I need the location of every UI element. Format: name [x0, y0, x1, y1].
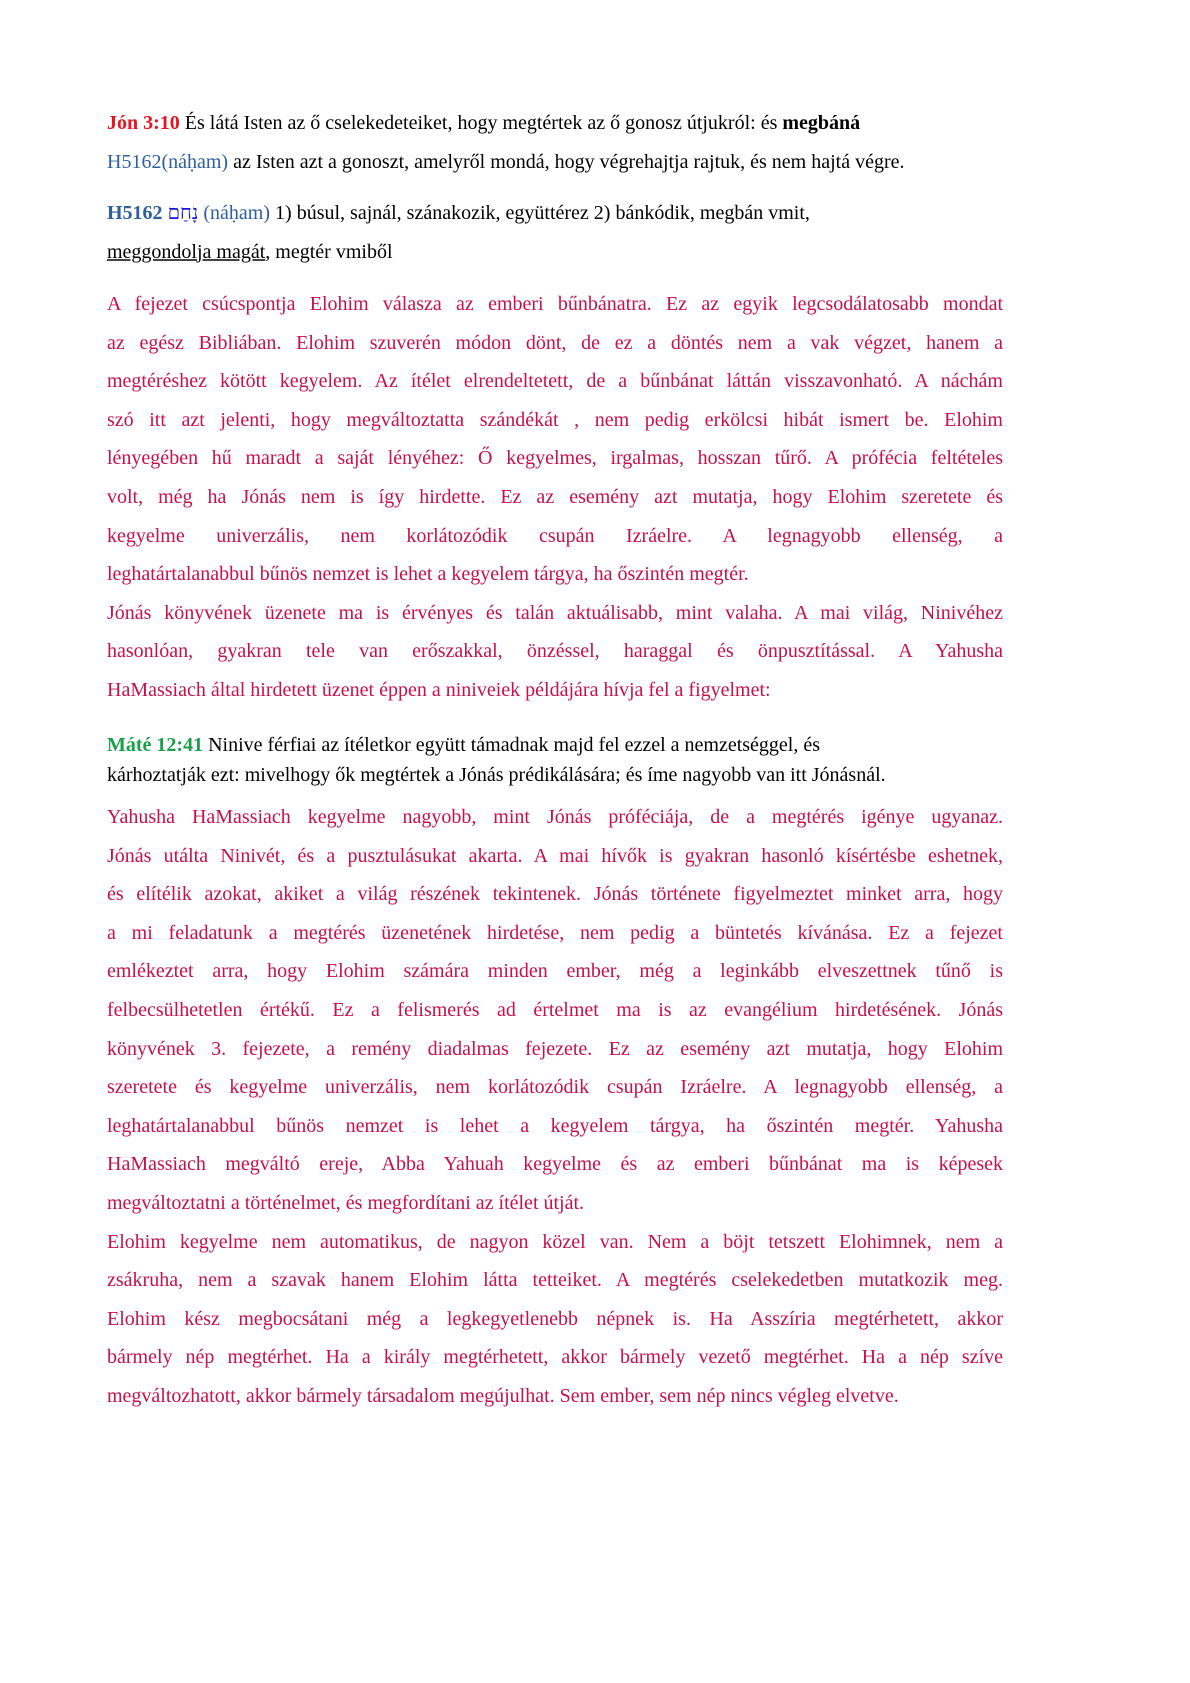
text-line: HaMassiach által hirdetett üzenet éppen a niniveiek példájára hívja fel a figyelmet:	[107, 678, 771, 701]
text-line: az egész Bibliában. Elohim szuverén módon dönt, de ez a döntés nem a vak végzet, hanem a	[107, 331, 1003, 354]
definition-text: , megtér vmiből	[265, 240, 393, 263]
transliteration: (náḥam)	[203, 202, 271, 224]
text-line: volt, még ha Jónás nem is így hirdette. Ez az esemény azt mutatja, hogy Elohim szeretete és	[107, 485, 1003, 508]
hebrew-word: נָחַם	[167, 202, 199, 224]
strong-definition	[107, 194, 1003, 271]
text-line: bármely nép megtérhet. Ha a király megtérhetett, akkor bármely vezető megtérhet. Ha a nép szíve	[107, 1346, 1003, 1369]
text-line: Elohim kész megbocsátani még a legkegyetlenebb népnek is. Ha Asszíria megtérhetett, akkor	[107, 1307, 1003, 1330]
text-line: Elohim kegyelme nem automatikus, de nagyon közel van. Nem a böjt tetszett Elohimnek, nem a	[107, 1230, 1003, 1253]
verse-reference: Jón 3:10	[107, 112, 180, 134]
verse-text: kárhoztatják ezt: mivelhogy ők megtértek a Jónás prédikálására; és íme nagyobb van itt Jónásnál.	[107, 764, 886, 786]
verse-matthew-12-41	[107, 730, 1003, 790]
commentary-paragraph-1	[107, 285, 1003, 710]
verse-text: az Isten azt a gonoszt, amelyről mondá, hogy végrehajtja rajtuk, és nem hajtá végre.	[228, 150, 905, 173]
text-line: lényegében hű maradt a saját lényéhez: Ő kegyelmes, irgalmas, hosszan tűrő. A prófécia feltételes	[107, 447, 1003, 470]
commentary-paragraph-3	[107, 798, 1003, 1416]
text-line: emlékeztet arra, hogy Elohim számára minden ember, még a leginkább elveszettnek tűnő is	[107, 960, 1003, 983]
text-line: kegyelme univerzális, nem korlátozódik csupán Izráelre. A legnagyobb ellenség, a	[107, 524, 1003, 547]
text-line: A fejezet csúcspontja Elohim válasza az emberi bűnbánatra. Ez az egyik legcsodálatosabb mondat	[107, 293, 1003, 315]
text-line: megváltozhatott, akkor bármely társadalom megújulhat. Sem ember, sem nép nincs végleg elvetve.	[107, 1384, 899, 1407]
text-line: szeretete és kegyelme univerzális, nem korlátozódik csupán Izráelre. A legnagyobb ellenség, a	[107, 1076, 1003, 1099]
verse-reference: Máté 12:41	[107, 734, 204, 756]
text-line: megváltoztatni a történelmet, és megfordítani az ítélet útját.	[107, 1191, 585, 1214]
verse-text: Ninive férfiai az ítéletkor együtt támadnak majd fel ezzel a nemzetséggel, és	[203, 734, 821, 756]
text-line: szó itt azt jelenti, hogy megváltoztatta szándékát , nem pedig erkölcsi hibát ismert be. Elohim	[107, 408, 1003, 431]
strong-number-link[interactable]: H5162	[107, 150, 162, 173]
text-line: HaMassiach megváltó ereje, Abba Yahuah kegyelme és az emberi bűnbánat ma is képesek	[107, 1153, 1003, 1176]
verse-bold-word: megbáná	[782, 112, 861, 134]
text-line: a mi feladatunk a megtérés üzenetének hirdetése, nem pedig a büntetés kívánása. Ez a fejezet	[107, 921, 1003, 944]
verse-text: És látá Isten az ő cselekedeteiket, hogy megtértek az ő gonosz útjukról: és	[179, 112, 783, 134]
definition-text: 1) búsul, sajnál, szánakozik, együttérez 2) bánkódik, megbán vmit,	[270, 202, 810, 224]
text-line: Jónás könyvének üzenete ma is érvényes és talán aktuálisabb, mint valaha. A mai világ, Ninivéhez	[107, 601, 1003, 624]
text-line: Yahusha HaMassiach kegyelme nagyobb, mint Jónás próféciája, de a megtérés igénye ugyanaz.	[107, 806, 1003, 828]
text-line: megtéréshez kötött kegyelem. Az ítélet elrendeltetett, de a bűnbánat láttán visszavonható. A náchám	[107, 370, 1003, 393]
text-line: zsákruha, nem a szavak hanem Elohim látta tetteiket. A megtérés cselekedetben mutatkozik meg.	[107, 1269, 1003, 1292]
text-line: felbecsülhetetlen értékű. Ez a felismerés ad értelmet ma is az evangélium hirdetésének. Jónás	[107, 998, 1003, 1021]
text-line: leghatártalanabbul bűnös nemzet is lehet a kegyelem tárgya, ha őszintén megtér. Yahusha	[107, 1114, 1003, 1137]
text-line: Jónás utálta Ninivét, és a pusztulásukat akarta. A mai hívők is gyakran hasonló kísértésbe eshetnek,	[107, 844, 1003, 867]
text-line: hasonlóan, gyakran tele van erőszakkal, önzéssel, haraggal és önpusztítással. A Yahusha	[107, 640, 1003, 663]
transliteration: (náḥam)	[161, 150, 229, 173]
strong-number: H5162	[107, 202, 163, 224]
verse-jonah-3-10	[107, 104, 1003, 181]
text-line: leghatártalanabbul bűnös nemzet is lehet a kegyelem tárgya, ha őszintén megtér.	[107, 563, 749, 586]
underlined-meaning: meggondolja magát	[107, 240, 266, 263]
text-line: és elítélik azokat, akiket a világ részének tekintenek. Jónás története figyelmeztet minket arra, hogy	[107, 883, 1003, 906]
text-line: könyvének 3. fejezete, a remény diadalmas fejezete. Ez az esemény azt mutatja, hogy Elohim	[107, 1037, 1003, 1060]
